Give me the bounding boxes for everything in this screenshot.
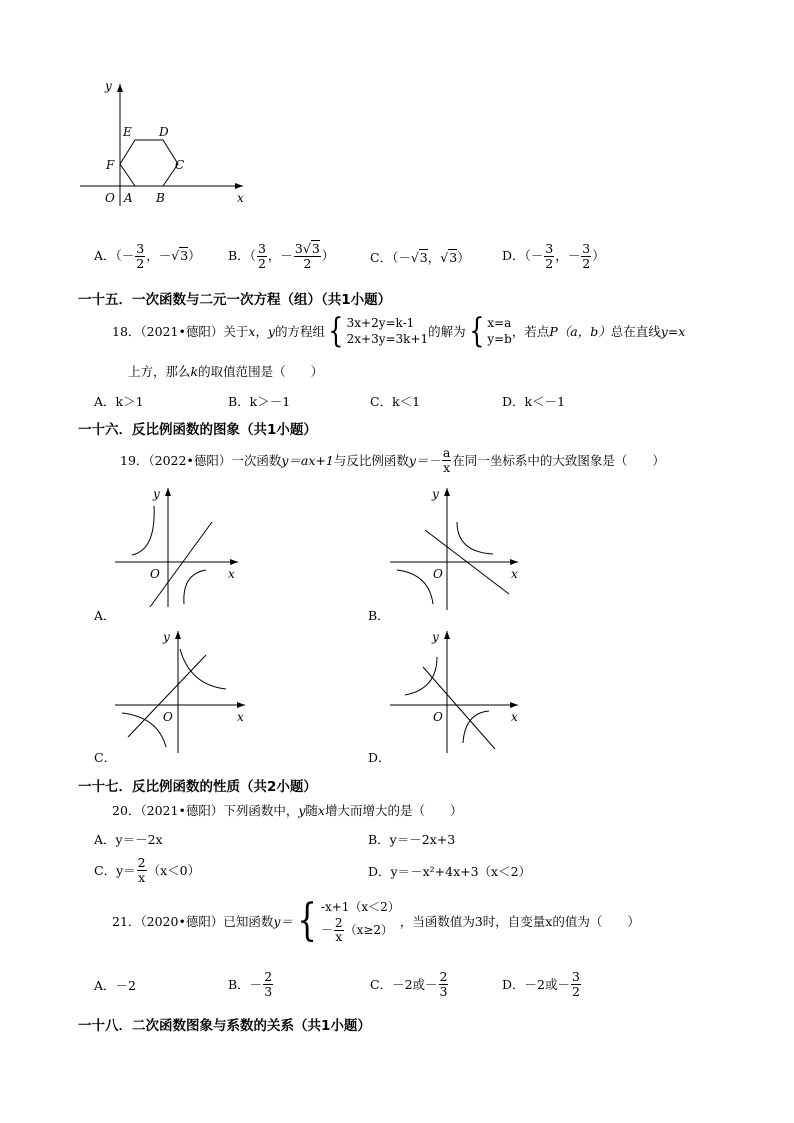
graph-c-x: x [237,710,244,724]
q20-option-a[interactable]: A．y＝－2x [94,832,163,847]
graph-b-x: x [511,567,518,581]
section-16-title: 一十六．反比例函数的图象（共1小题） [78,422,317,438]
q21-option-c[interactable]: C．－2或－ $\frac{2}{3}$ [370,969,448,999]
graph-c-y: y [163,630,170,644]
section-15-title: 一十五．一次函数与二元一次方程（组）（共1小题） [78,292,392,308]
graph-a-x: x [228,567,235,581]
graph-d [385,625,525,755]
graph-b [385,482,525,612]
vertex-e: E [123,125,132,139]
q21-option-d[interactable]: D．－2或－ $\frac{3}{2}$ [502,969,580,999]
q18-option-d[interactable]: D．k＜－1 [502,394,566,409]
y-axis-label: y [105,79,112,93]
graph-a-o: O [150,567,160,581]
q19-option-b[interactable]: B． [368,608,390,623]
graph-d-y: y [432,630,439,644]
graph-d-o: O [433,710,443,724]
q17-option-d[interactable]: D．（－ $\frac{3}{2}$ ，－ $\frac{3}{2}$ ） [502,241,605,271]
section-18-title: 一十八．二次函数图象与系数的关系（共1小题） [78,1018,371,1034]
q21-option-a[interactable]: A．－2 [94,978,136,993]
q17-option-c[interactable]: C．（－√3，√3） [370,250,470,265]
q21-option-b[interactable]: B．－ $\frac{2}{3}$ [228,969,273,999]
q19-option-a[interactable]: A． [94,608,116,623]
x-axis-label: x [237,191,244,205]
question-18-line2: 上方，那么k的取值范围是（ ） [128,364,324,379]
graph-b-o: O [433,567,443,581]
q17-option-a[interactable]: A．（－ $\frac{3}{2}$ ，－√3） [94,241,201,271]
question-21: 21．（2020•德阳）已知函数 y＝ { -x+1（x＜2） － $\frac{2}{x}$ （x≥2） ，当函数值为3时，自变量x的值为（ ） [112,895,640,947]
q18-option-c[interactable]: C．k＜1 [370,394,421,409]
vertex-c: C [175,158,185,172]
q19-option-d[interactable]: D． [368,750,391,765]
question-19: 19．（2022•德阳）一次函数 y＝ax+1 与反比例函数 y＝－ $\frac{a}{x}$ 在同一坐标系中的大致图象是（ ） [120,445,665,475]
origin-label: O [105,191,115,205]
q20-option-b[interactable]: B．y＝－2x+3 [368,832,456,847]
graph-a [110,482,245,612]
graph-b-y: y [432,487,439,501]
hexagon-figure [75,76,255,211]
graph-d-x: x [511,710,518,724]
vertex-a: A [124,191,133,205]
q18-option-b[interactable]: B．k＞－1 [228,394,291,409]
vertex-d: D [159,125,169,139]
q19-option-c[interactable]: C． [94,750,117,765]
q18-option-a[interactable]: A．k＞1 [94,394,144,409]
q20-option-d[interactable]: D．y＝－x²+4x+3（x＜2） [368,864,532,879]
vertex-f: F [106,158,115,172]
graph-a-y: y [153,487,160,501]
vertex-b: B [156,191,165,205]
q17-option-b[interactable]: B．（ $\frac{3}{2}$ ，－ $\frac{3√3}{2}$ ） [228,241,335,271]
section-17-title: 一十七．反比例函数的性质（共2小题） [78,779,317,795]
question-20: 20．（2021•德阳）下列函数中，y随x增大而增大的是（ ） [112,803,463,818]
graph-c [110,625,250,755]
question-18: 18．（2021•德阳）关于 x，y 的方程组 { 3x+2y=k-1 2x+3y=3k+1 的解为 { x=a y=b ，若点 P（a，b） 总在直线 y=x [112,311,686,351]
graph-c-o: O [163,710,173,724]
q20-option-c[interactable]: C．y＝ $\frac{2}{x}$ （x＜0） [94,855,201,885]
